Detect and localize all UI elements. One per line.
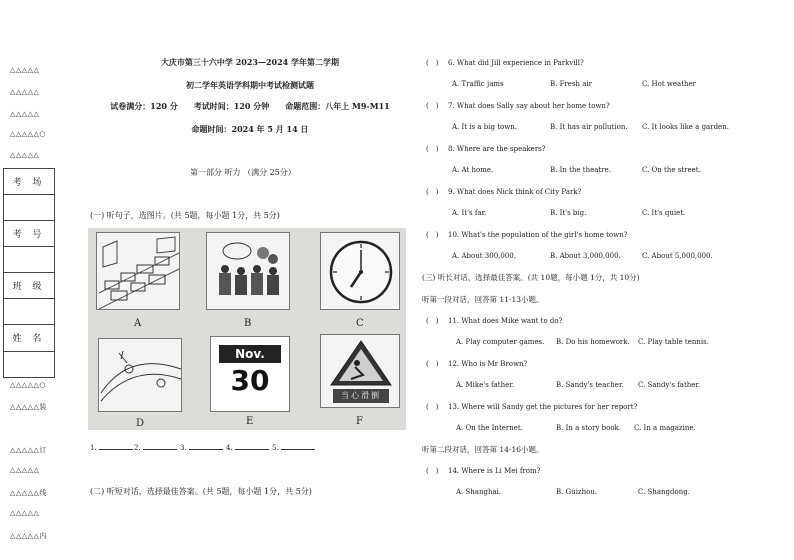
margin-mark: △△△△△	[10, 66, 40, 74]
traffic-jam-picture	[96, 232, 180, 310]
margin-mark: △△△△△	[10, 466, 40, 474]
option[interactable]: C. In a magazine.	[634, 424, 696, 432]
answer-blank[interactable]: 1.	[90, 444, 133, 452]
margin-mark: △△△△△	[10, 110, 40, 118]
crowd-picture	[206, 232, 290, 310]
option[interactable]: B. In the theatre.	[550, 166, 611, 174]
option[interactable]: A. It's far.	[452, 209, 487, 217]
question: ( ) 14. Where is Li Mei from?	[426, 467, 541, 475]
student-info-table	[3, 168, 55, 378]
question: ( ) 6. What did Jill experience in Parkvill?	[426, 59, 584, 67]
picture-letter: E	[246, 416, 254, 427]
question: ( ) 8. Where are the speakers?	[426, 145, 546, 153]
option[interactable]: C. It looks like a garden.	[642, 123, 729, 131]
school-title: 大庆市第三十六中学 2023—2024 学年第二学期	[160, 57, 340, 67]
question: ( ) 7. What does Sally say about her home town?	[426, 102, 610, 110]
question: ( ) 12. Who is Mr Brown?	[426, 360, 528, 368]
margin-mark: △△△△△订	[10, 446, 47, 454]
picture-letter: D	[136, 418, 145, 429]
margin-mark: △△△△△	[10, 88, 40, 96]
warning-sign-text: 当心滑倒	[341, 391, 381, 400]
option[interactable]: A. At home.	[452, 166, 494, 174]
calendar-picture	[210, 336, 290, 412]
calendar-month: Nov.	[219, 345, 281, 363]
margin-mark: △△△△△内	[10, 532, 47, 540]
picture-panel	[88, 228, 406, 430]
option[interactable]: B. Fresh air	[550, 80, 593, 88]
answer-blank[interactable]: 5.	[272, 444, 315, 452]
section-heading: (三) 听长对话，选择最佳答案。(共 10题，每小题 1分，共 10分)	[422, 273, 640, 282]
picture-letter: F	[356, 416, 363, 427]
option[interactable]: B. About 3,000,000.	[550, 252, 621, 260]
option[interactable]: B. Do his homework.	[556, 338, 630, 346]
question: ( ) 11. What does Mike want to do?	[426, 317, 563, 325]
option[interactable]: A. Traffic jams	[452, 80, 504, 88]
picture-letter: B	[244, 318, 252, 329]
class-field[interactable]: 班 级	[4, 273, 54, 325]
dialogue-instruction: 听第一段对话，回答第 11-13小题。	[422, 295, 544, 304]
margin-mark: △△△△△○	[10, 381, 47, 389]
question: ( ) 10. What's the population of the girl's home town?	[426, 231, 628, 239]
option[interactable]: C. Sandy's father.	[638, 381, 701, 389]
answer-blank[interactable]: 4.	[226, 444, 269, 452]
section-heading: (二) 听短对话，选择最佳答案。(共 5题，每小题 1分，共 5分)	[90, 487, 312, 496]
option[interactable]: A. About 300,000.	[452, 252, 516, 260]
option[interactable]: B. It has air pollution.	[550, 123, 628, 131]
picture-letter: A	[134, 318, 142, 329]
exam-info: 试卷满分：120 分 考试时间：120 分钟 命题范围：八年上 M9-M11	[110, 101, 390, 111]
part-title: 第一部分 听力 （满分 25分）	[190, 168, 296, 177]
answer-blank[interactable]: 3.	[180, 444, 223, 452]
clock-picture	[320, 232, 400, 310]
exam-title: 初二学年英语学科期中考试检测试题	[186, 80, 314, 90]
option[interactable]: B. It's big.	[550, 209, 587, 217]
option[interactable]: B. In a story book.	[556, 424, 622, 432]
option[interactable]: C. Hot weather	[642, 80, 697, 88]
option[interactable]: B. Guizhou.	[556, 488, 598, 496]
exam-room-field[interactable]: 考 场	[4, 169, 54, 221]
picture-letter: C	[356, 318, 364, 329]
option[interactable]: C. It's quiet.	[642, 209, 686, 217]
option[interactable]: A. Play computer games.	[456, 338, 545, 346]
calendar-day: 30	[230, 364, 270, 397]
warning-sign-picture	[320, 334, 400, 408]
margin-mark: △△△△△○	[10, 130, 47, 138]
option[interactable]: A. It is a big town.	[452, 123, 517, 131]
option[interactable]: C. Shangdong.	[638, 488, 690, 496]
margin-mark: △△△△△	[10, 509, 40, 517]
option[interactable]: A. Mike's father.	[456, 381, 515, 389]
margin-mark: △△△△△线	[10, 489, 47, 497]
margin-mark: △△△△△装	[10, 403, 47, 411]
section-heading: (一) 听句子，选图片。(共 5题，每小题 1分，共 5分)	[90, 211, 280, 220]
question: ( ) 13. Where will Sandy get the pictures for her report?	[426, 403, 638, 411]
answer-blank[interactable]: 2.	[134, 444, 177, 452]
option[interactable]: A. On the Internet.	[456, 424, 523, 432]
option[interactable]: C. About 5,000,000.	[642, 252, 713, 260]
exam-date: 命题时间：2024 年 5 月 14 日	[191, 124, 309, 134]
option[interactable]: C. Play table tennis.	[638, 338, 709, 346]
name-field[interactable]: 姓 名	[4, 325, 54, 377]
option[interactable]: A. Shanghai.	[456, 488, 502, 496]
margin-mark: △△△△△	[10, 151, 40, 159]
hill-picture	[98, 338, 182, 412]
option[interactable]: C. On the street.	[642, 166, 701, 174]
exam-number-field[interactable]: 考 号	[4, 221, 54, 273]
dialogue-instruction: 听第二段对话，回答第 14-16小题。	[422, 445, 544, 454]
question: ( ) 9. What does Nick think of City Park?	[426, 188, 582, 196]
option[interactable]: B. Sandy's teacher.	[556, 381, 624, 389]
